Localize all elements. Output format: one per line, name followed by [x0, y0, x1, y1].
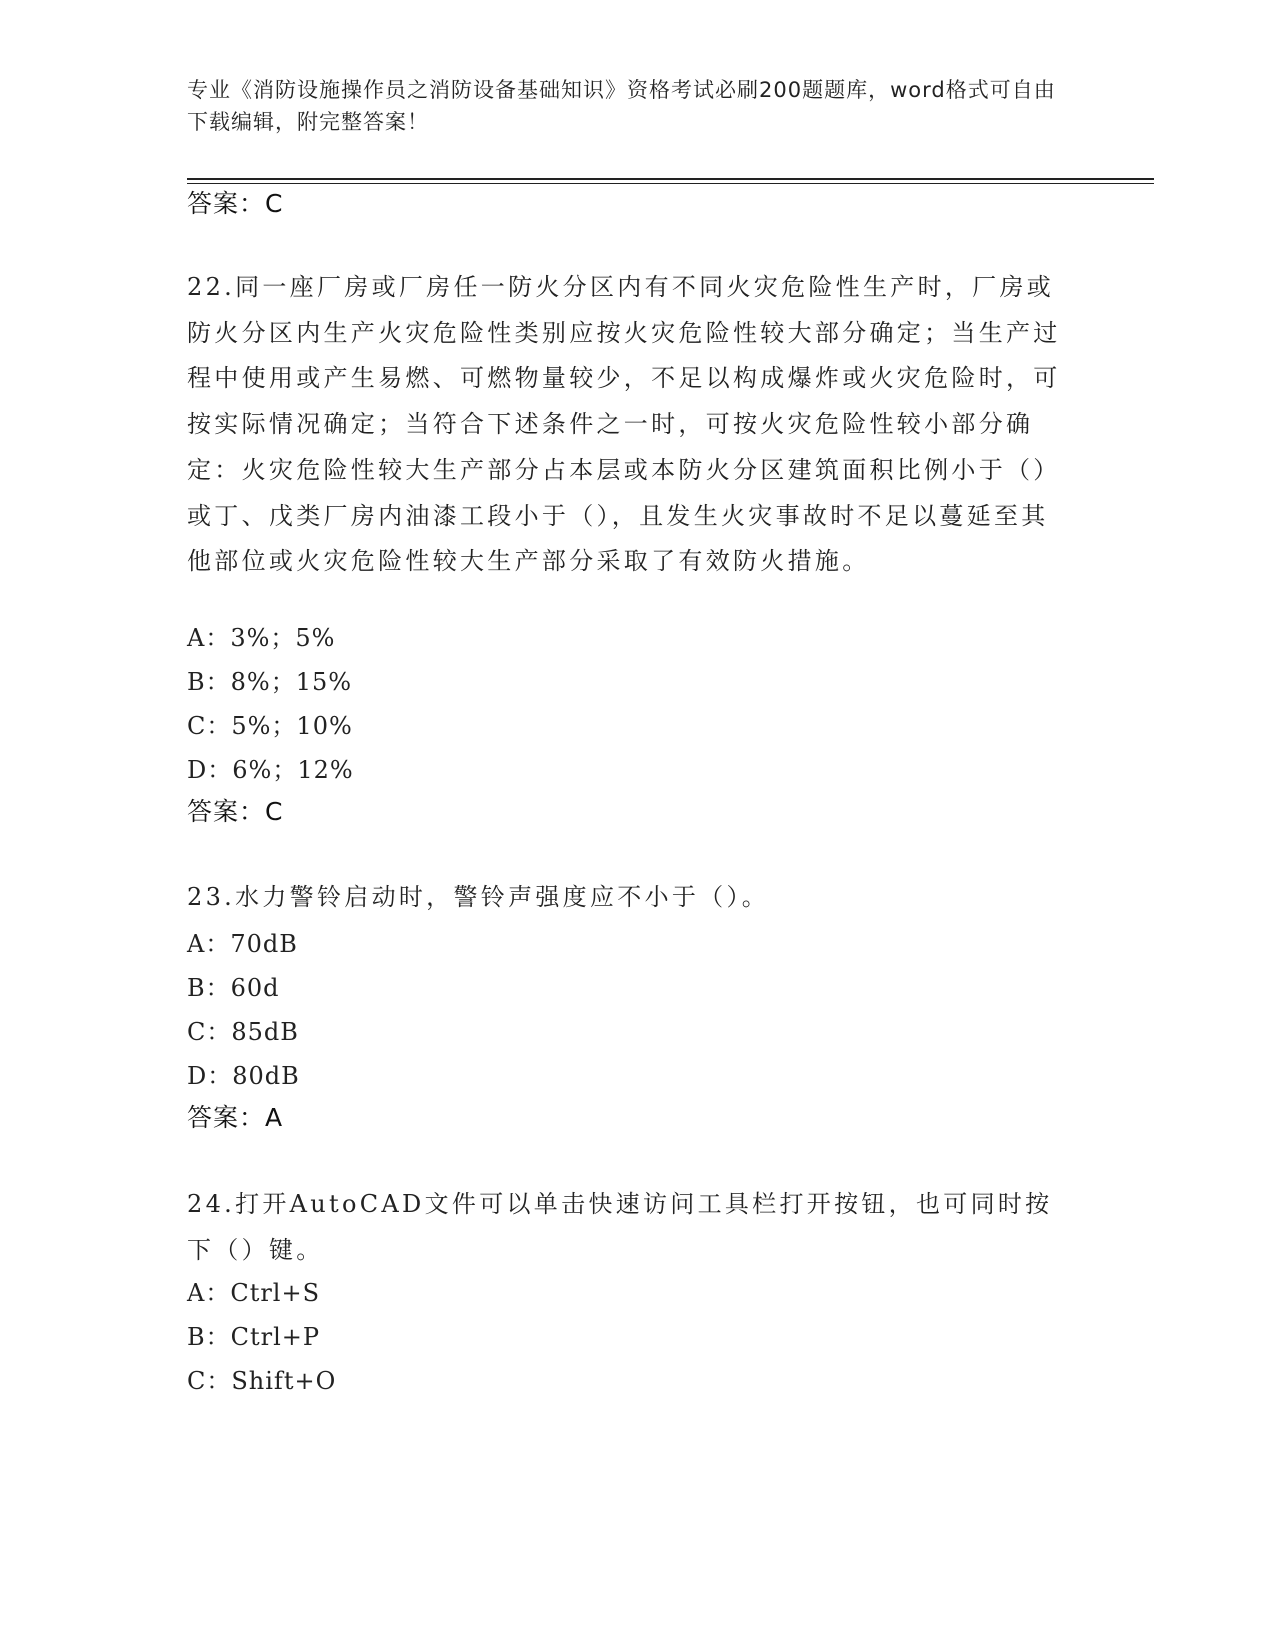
question-24-option-a: A：Ctrl+S: [187, 1279, 321, 1307]
question-22-option-b: B：8%；15%: [187, 668, 353, 696]
question-24-text: 24.打开AutoCAD文件可以单击快速访问工具栏打开按钮，也可同时按下（）键。: [187, 1190, 1053, 1264]
page-header-text: 专业《消防设施操作员之消防设备基础知识》资格考试必刷200题题库，word格式可自由下载编辑，附完整答案！: [187, 78, 1056, 134]
question-23-text: 23.水力警铃启动时，警铃声强度应不小于（）。: [187, 883, 770, 911]
question-22-option-c: C：5%；10%: [187, 712, 353, 740]
question-22-answer: 答案：C: [187, 797, 284, 826]
question-22-option-a: A：3%；5%: [187, 624, 336, 652]
question-23-option-d: D：80dB: [187, 1062, 300, 1090]
question-22-text: 22.同一座厂房或厂房任一防火分区内有不同火灾危险性生产时，厂房或防火分区内生产火灾危险性类别应按火灾危险性较大部分确定；当生产过程中使用或产生易燃、可燃物量较少，不足以构成爆炸或火灾危险时，可按实际情况确定；当符合下述条件之一时，可按火灾危险性较小部分确定：火灾危险性较大生产部分占本层或本防火分区建筑面积比例小于（）或丁、戊类厂房内油漆工段小于（），且发生火灾事故时不足以蔓延至其他部位或火灾危险性较大生产部分采取了有效防火措施。: [187, 273, 1061, 576]
answer-label: 答案：C: [187, 189, 284, 218]
question-23-option-a: A：70dB: [187, 930, 298, 958]
question-23-answer: 答案：A: [187, 1103, 284, 1132]
question-22-option-d: D：6%；12%: [187, 756, 354, 784]
question-23-option-b: B：60d: [187, 974, 280, 1002]
header-divider-thick: [187, 178, 1154, 180]
question-23-option-c: C：85dB: [187, 1018, 299, 1046]
header-divider-thin: [187, 183, 1154, 184]
question-24-option-b: B：Ctrl+P: [187, 1323, 321, 1351]
question-24-option-c: C：Shift+O: [187, 1367, 337, 1395]
